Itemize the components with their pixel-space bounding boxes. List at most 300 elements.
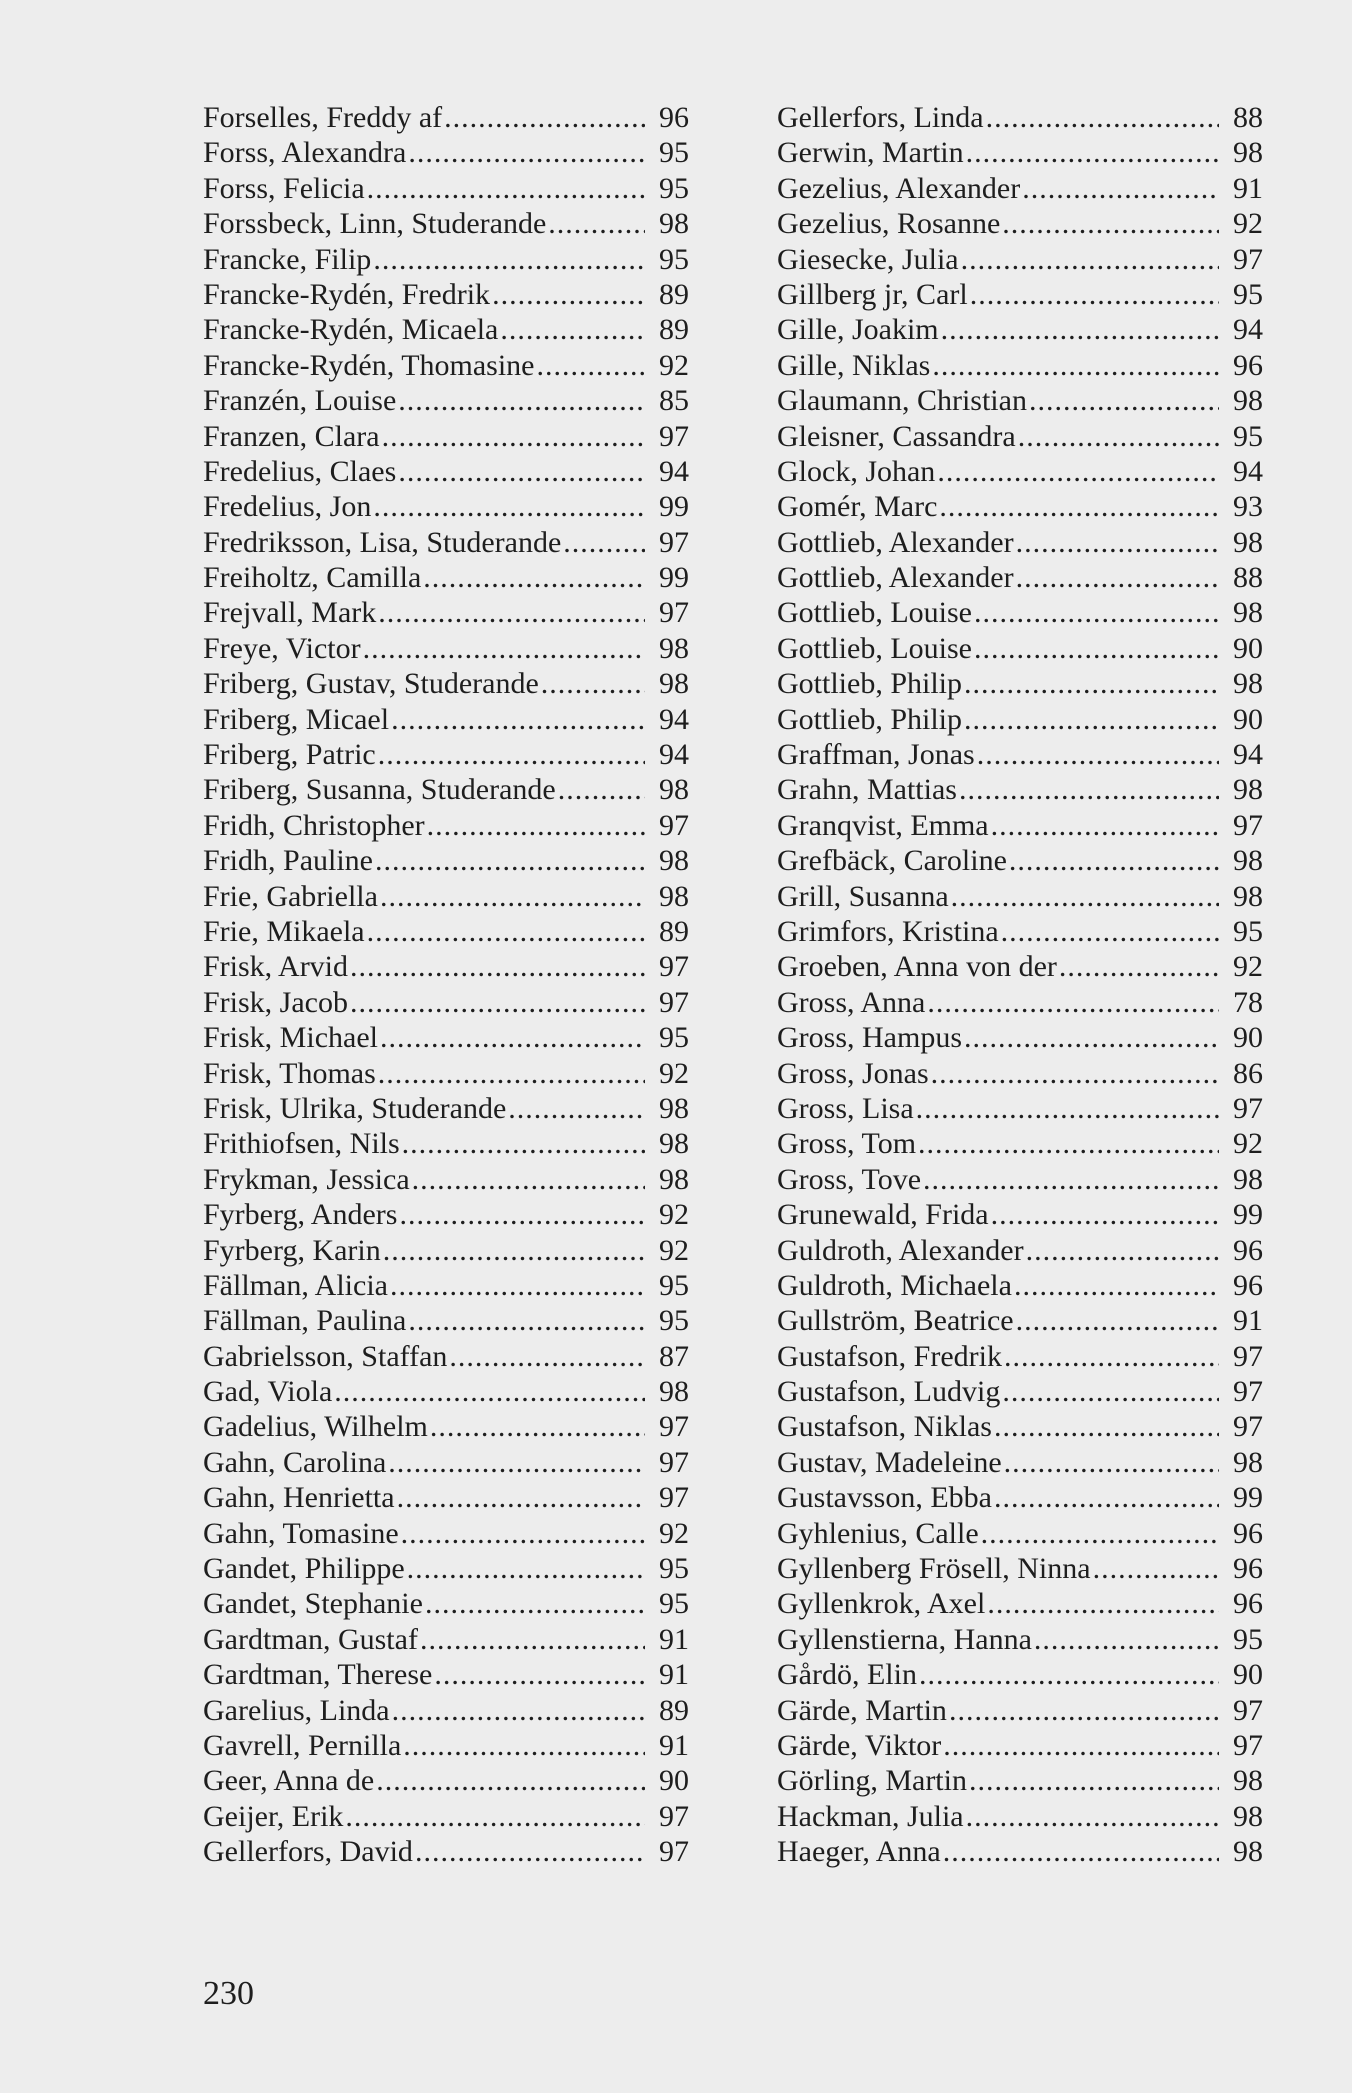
- dot-leader: [931, 1056, 1219, 1091]
- index-entry: [777, 1303, 1263, 1338]
- dot-leader: [373, 489, 645, 524]
- entry-page-number: 89: [659, 313, 689, 347]
- index-entry: [777, 525, 1263, 560]
- entry-name: Gärde, Martin: [777, 1693, 947, 1727]
- entry-name: Frisk, Ulrika, Studerande: [203, 1091, 507, 1125]
- dot-leader: [415, 1834, 645, 1869]
- dot-leader: [1029, 383, 1219, 418]
- entry-page-number: 94: [1233, 738, 1263, 772]
- dot-leader: [391, 702, 645, 737]
- entry-name: Glock, Johan: [777, 454, 936, 488]
- page-number: 230: [203, 1975, 254, 2012]
- entry-name: Guldroth, Alexander: [777, 1233, 1024, 1267]
- dot-leader: [966, 135, 1219, 170]
- entry-page-number: 98: [659, 1162, 689, 1196]
- entry-name: Glaumann, Christian: [777, 384, 1027, 418]
- entry-name: Forselles, Freddy af: [203, 101, 443, 134]
- entry-page-number: 98: [659, 1091, 689, 1125]
- entry-name: Gottlieb, Alexander: [777, 525, 1014, 559]
- index-entry: [203, 135, 689, 170]
- index-entry: [777, 843, 1263, 878]
- entry-name: Garelius, Linda: [203, 1693, 390, 1727]
- index-entry: [203, 772, 689, 807]
- index-entry: [777, 1056, 1263, 1091]
- index-entry: [203, 171, 689, 206]
- entry-page-number: 98: [1233, 773, 1263, 807]
- index-entry: [777, 737, 1263, 772]
- dot-leader: [380, 879, 645, 914]
- index-entry: [203, 985, 689, 1020]
- entry-page-number: 91: [659, 1728, 689, 1762]
- index-entry: [203, 1162, 689, 1197]
- dot-leader: [1016, 1303, 1219, 1338]
- entry-page-number: 99: [659, 561, 689, 595]
- entry-page-number: 98: [1233, 1764, 1263, 1798]
- dot-leader: [964, 666, 1219, 701]
- index-entry: [777, 489, 1263, 524]
- entry-page-number: 87: [659, 1339, 689, 1373]
- entry-page-number: 98: [1233, 1835, 1263, 1869]
- index-entry: [777, 1480, 1263, 1515]
- entry-page-number: 88: [1233, 101, 1263, 134]
- dot-leader: [927, 985, 1219, 1020]
- entry-page-number: 98: [1233, 879, 1263, 913]
- entry-name: Fredelius, Claes: [203, 454, 397, 488]
- entry-name: Gomér, Marc: [777, 490, 938, 524]
- entry-page-number: 97: [659, 950, 689, 984]
- entry-name: Frisk, Arvid: [203, 950, 349, 984]
- dot-leader: [932, 348, 1219, 383]
- entry-page-number: 96: [1233, 1516, 1263, 1550]
- entry-page-number: 94: [659, 702, 689, 736]
- entry-page-number: 97: [1233, 1091, 1263, 1125]
- entry-page-number: 86: [1233, 1056, 1263, 1090]
- entry-page-number: 93: [1233, 490, 1263, 524]
- dot-leader: [378, 1056, 645, 1091]
- dot-leader: [407, 1551, 645, 1586]
- entry-name: Gottlieb, Alexander: [777, 561, 1014, 595]
- entry-page-number: 98: [659, 667, 689, 701]
- entry-name: Fyrberg, Karin: [203, 1233, 381, 1267]
- index-entry: [777, 454, 1263, 489]
- entry-name: Gahn, Henrietta: [203, 1481, 395, 1515]
- entry-page-number: 98: [659, 1127, 689, 1161]
- dot-leader: [943, 1834, 1219, 1869]
- index-entry: [203, 1020, 689, 1055]
- dot-leader: [918, 1126, 1219, 1161]
- dot-leader: [994, 1409, 1219, 1444]
- dot-leader: [974, 631, 1219, 666]
- index-entry: [777, 1339, 1263, 1374]
- entry-page-number: 95: [659, 1268, 689, 1302]
- entry-page-number: 96: [1233, 1587, 1263, 1621]
- dot-leader: [380, 1020, 645, 1055]
- dot-leader: [402, 1126, 645, 1161]
- index-entry: [777, 419, 1263, 454]
- entry-page-number: 92: [1233, 950, 1263, 984]
- dot-leader: [420, 1622, 645, 1657]
- entry-name: Gandet, Stephanie: [203, 1587, 423, 1621]
- entry-page-number: 98: [1233, 1799, 1263, 1833]
- entry-name: Frejvall, Mark: [203, 596, 377, 630]
- index-entry: [777, 1197, 1263, 1232]
- index-entry: [777, 1233, 1263, 1268]
- dot-leader: [964, 702, 1219, 737]
- index-entry: [203, 206, 689, 241]
- index-entry: [203, 879, 689, 914]
- dot-leader: [1026, 1233, 1219, 1268]
- entry-page-number: 97: [659, 1410, 689, 1444]
- entry-page-number: 94: [659, 454, 689, 488]
- entry-name: Gårdö, Elin: [777, 1658, 917, 1692]
- index-entry: [777, 312, 1263, 347]
- entry-name: Gezelius, Rosanne: [777, 207, 1001, 241]
- index-entry: [777, 808, 1263, 843]
- dot-leader: [425, 1586, 645, 1621]
- entry-page-number: 92: [659, 1516, 689, 1550]
- dot-leader: [1014, 1268, 1219, 1303]
- entry-name: Gross, Jonas: [777, 1056, 929, 1090]
- entry-page-number: 98: [1233, 384, 1263, 418]
- dot-leader: [398, 383, 645, 418]
- entry-page-number: 95: [659, 1552, 689, 1586]
- index-entry: [203, 1409, 689, 1444]
- dot-leader: [919, 1657, 1219, 1692]
- dot-leader: [1022, 171, 1219, 206]
- entry-name: Groeben, Anna von der: [777, 950, 1057, 984]
- index-entry: [203, 419, 689, 454]
- entry-page-number: 98: [659, 773, 689, 807]
- entry-name: Gyllenstierna, Hanna: [777, 1622, 1032, 1656]
- entry-page-number: 92: [1233, 207, 1263, 241]
- dot-leader: [373, 242, 645, 277]
- index-entry: [777, 1516, 1263, 1551]
- index-entry: [777, 1551, 1263, 1586]
- entry-page-number: 95: [659, 1021, 689, 1055]
- index-entry: [777, 595, 1263, 630]
- entry-page-number: 92: [659, 1233, 689, 1267]
- index-entry: [203, 1799, 689, 1834]
- entry-name: Forssbeck, Linn, Studerande: [203, 207, 547, 241]
- index-entry: [203, 1126, 689, 1161]
- index-entry: [203, 1480, 689, 1515]
- entry-name: Gross, Tove: [777, 1162, 922, 1196]
- dot-leader: [492, 277, 645, 312]
- index-entry: [777, 1374, 1263, 1409]
- entry-page-number: 99: [1233, 1481, 1263, 1515]
- dot-leader: [1016, 560, 1219, 595]
- entry-page-number: 91: [659, 1622, 689, 1656]
- dot-leader: [959, 772, 1219, 807]
- entry-page-number: 96: [1233, 1268, 1263, 1302]
- index-entry: [203, 1197, 689, 1232]
- index-entry: [777, 100, 1263, 135]
- entry-name: Gille, Joakim: [777, 313, 939, 347]
- entry-name: Francke-Rydén, Fredrik: [203, 277, 491, 311]
- dot-leader: [558, 772, 645, 807]
- entry-name: Gross, Anna: [777, 985, 926, 1019]
- entry-name: Gross, Lisa: [777, 1091, 914, 1125]
- index-entry: [203, 383, 689, 418]
- entry-page-number: 98: [659, 207, 689, 241]
- dot-leader: [916, 1091, 1219, 1126]
- entry-name: Friberg, Patric: [203, 738, 376, 772]
- index-entry: [203, 1303, 689, 1338]
- entry-page-number: 97: [1233, 1410, 1263, 1444]
- index-entry: [203, 1693, 689, 1728]
- entry-name: Gustavsson, Ebba: [777, 1481, 992, 1515]
- dot-leader: [397, 1480, 645, 1515]
- index-entry: [777, 242, 1263, 277]
- entry-name: Friberg, Susanna, Studerande: [203, 773, 556, 807]
- index-entry: [777, 1162, 1263, 1197]
- entry-name: Frie, Mikaela: [203, 914, 365, 948]
- entry-page-number: 97: [659, 1799, 689, 1833]
- index-entry: [777, 277, 1263, 312]
- entry-name: Gottlieb, Louise: [777, 631, 972, 665]
- entry-page-number: 90: [1233, 631, 1263, 665]
- index-entry: [777, 1445, 1263, 1480]
- entry-page-number: 99: [1233, 1198, 1263, 1232]
- entry-name: Gahn, Carolina: [203, 1445, 387, 1479]
- entry-page-number: 97: [1233, 1375, 1263, 1409]
- dot-leader: [1004, 1339, 1219, 1374]
- dot-leader: [508, 1091, 645, 1126]
- entry-page-number: 90: [1233, 702, 1263, 736]
- index-entry: [203, 843, 689, 878]
- dot-leader: [1004, 1445, 1219, 1480]
- entry-name: Gerwin, Martin: [777, 136, 964, 170]
- entry-page-number: 96: [659, 101, 689, 134]
- entry-page-number: 97: [659, 1445, 689, 1479]
- entry-page-number: 95: [1233, 277, 1263, 311]
- index-entry: [203, 808, 689, 843]
- entry-name: Grimfors, Kristina: [777, 914, 999, 948]
- entry-name: Hackman, Julia: [777, 1799, 964, 1833]
- entry-page-number: 97: [659, 1481, 689, 1515]
- index-entry: [203, 100, 689, 135]
- index-entry: [777, 772, 1263, 807]
- entry-page-number: 89: [659, 1693, 689, 1727]
- index-entry: [203, 1657, 689, 1692]
- entry-page-number: 98: [1233, 1445, 1263, 1479]
- entry-name: Gottlieb, Philip: [777, 702, 963, 736]
- index-entry: [203, 1763, 689, 1798]
- index-entry: [777, 1268, 1263, 1303]
- dot-leader: [1093, 1551, 1219, 1586]
- entry-name: Frisk, Jacob: [203, 985, 348, 1019]
- entry-page-number: 90: [1233, 1658, 1263, 1692]
- entry-page-number: 97: [1233, 1339, 1263, 1373]
- entry-page-number: 94: [1233, 454, 1263, 488]
- index-entry: [203, 1268, 689, 1303]
- entry-name: Gyllenkrok, Axel: [777, 1587, 986, 1621]
- entry-name: Fällman, Paulina: [203, 1304, 407, 1338]
- entry-name: Gezelius, Alexander: [777, 171, 1021, 205]
- entry-page-number: 97: [1233, 808, 1263, 842]
- index-entry: [777, 1728, 1263, 1763]
- dot-leader: [367, 914, 645, 949]
- entry-name: Grill, Susanna: [777, 879, 949, 913]
- entry-name: Graffman, Jonas: [777, 738, 975, 772]
- index-entry: [203, 1056, 689, 1091]
- index-entry: [777, 949, 1263, 984]
- entry-name: Haeger, Anna: [777, 1835, 941, 1869]
- dot-leader: [1016, 525, 1219, 560]
- entry-name: Gellerfors, David: [203, 1835, 413, 1869]
- index-entry: [777, 1799, 1263, 1834]
- index-entry: [777, 135, 1263, 170]
- entry-name: Granqvist, Emma: [777, 808, 989, 842]
- dot-leader: [941, 312, 1219, 347]
- index-entry: [777, 1834, 1263, 1869]
- entry-page-number: 94: [659, 738, 689, 772]
- entry-name: Geijer, Erik: [203, 1799, 344, 1833]
- entry-page-number: 98: [659, 631, 689, 665]
- entry-page-number: 97: [659, 419, 689, 453]
- entry-page-number: 91: [1233, 1304, 1263, 1338]
- dot-leader: [986, 100, 1219, 135]
- entry-page-number: 95: [659, 171, 689, 205]
- index-entry: [203, 1586, 689, 1621]
- index-entry: [777, 914, 1263, 949]
- index-entry: [203, 1233, 689, 1268]
- index-entry: [203, 914, 689, 949]
- entry-page-number: 95: [659, 1304, 689, 1338]
- entry-name: Fällman, Alicia: [203, 1268, 388, 1302]
- index-entry: [203, 1728, 689, 1763]
- dot-leader: [1002, 1374, 1219, 1409]
- entry-name: Frisk, Thomas: [203, 1056, 376, 1090]
- entry-page-number: 98: [1233, 596, 1263, 630]
- entry-name: Gottlieb, Louise: [777, 596, 972, 630]
- dot-leader: [987, 1586, 1219, 1621]
- dot-leader: [350, 985, 645, 1020]
- entry-page-number: 92: [659, 348, 689, 382]
- dot-leader: [392, 1693, 645, 1728]
- entry-name: Gustafson, Niklas: [777, 1410, 992, 1444]
- dot-leader: [382, 419, 645, 454]
- dot-leader: [943, 1728, 1219, 1763]
- dot-leader: [430, 1409, 645, 1444]
- entry-name: Görling, Martin: [777, 1764, 967, 1798]
- dot-leader: [401, 1516, 645, 1551]
- dot-leader: [970, 277, 1219, 312]
- entry-name: Giesecke, Julia: [777, 242, 959, 276]
- index-entry: [203, 1445, 689, 1480]
- entry-name: Gavrell, Pernilla: [203, 1728, 402, 1762]
- index-entry: [203, 631, 689, 666]
- entry-page-number: 89: [659, 277, 689, 311]
- entry-name: Gardtman, Gustaf: [203, 1622, 418, 1656]
- index-entry: [777, 1693, 1263, 1728]
- index-entry: [203, 666, 689, 701]
- index-entry: [777, 666, 1263, 701]
- dot-leader: [977, 737, 1219, 772]
- entry-name: Gross, Hampus: [777, 1021, 962, 1055]
- dot-leader: [378, 595, 645, 630]
- entry-page-number: 95: [1233, 419, 1263, 453]
- dot-leader: [367, 171, 645, 206]
- dot-leader: [949, 1693, 1219, 1728]
- entry-page-number: 95: [1233, 1622, 1263, 1656]
- entry-name: Gottlieb, Philip: [777, 667, 963, 701]
- dot-leader: [398, 454, 645, 489]
- index-column-left: [203, 100, 689, 1870]
- entry-page-number: 98: [659, 1375, 689, 1409]
- entry-page-number: 91: [1233, 171, 1263, 205]
- entry-page-number: 98: [1233, 136, 1263, 170]
- entry-name: Guldroth, Michaela: [777, 1268, 1012, 1302]
- entry-name: Grefbäck, Caroline: [777, 844, 1007, 878]
- entry-page-number: 97: [659, 808, 689, 842]
- entry-page-number: 98: [1233, 1162, 1263, 1196]
- entry-page-number: 98: [1233, 844, 1263, 878]
- dot-leader: [399, 1197, 645, 1232]
- entry-page-number: 92: [659, 1198, 689, 1232]
- dot-leader: [994, 1480, 1219, 1515]
- index-entry: [777, 1409, 1263, 1444]
- entry-page-number: 95: [659, 242, 689, 276]
- index-entry: [777, 206, 1263, 241]
- entry-page-number: 98: [659, 844, 689, 878]
- entry-name: Gullström, Beatrice: [777, 1304, 1014, 1338]
- index-entry: [777, 879, 1263, 914]
- index-entry: [777, 171, 1263, 206]
- dot-leader: [1059, 949, 1219, 984]
- dot-leader: [981, 1516, 1219, 1551]
- index-entry: [777, 1657, 1263, 1692]
- entry-name: Gille, Niklas: [777, 348, 931, 382]
- dot-leader: [403, 1728, 645, 1763]
- index-entry: [777, 1763, 1263, 1798]
- entry-name: Grahn, Mattias: [777, 773, 957, 807]
- entry-page-number: 90: [1233, 1021, 1263, 1055]
- dot-leader: [334, 1374, 645, 1409]
- entry-page-number: 96: [1233, 1552, 1263, 1586]
- entry-name: Friberg, Gustav, Studerande: [203, 667, 539, 701]
- index-entry: [203, 702, 689, 737]
- entry-name: Gyllenberg Frösell, Ninna: [777, 1552, 1091, 1586]
- entry-name: Freye, Victor: [203, 631, 361, 665]
- entry-page-number: 96: [1233, 1233, 1263, 1267]
- entry-page-number: 85: [659, 384, 689, 418]
- index-entry: [203, 242, 689, 277]
- dot-leader: [923, 1162, 1219, 1197]
- index-entry: [777, 631, 1263, 666]
- entry-name: Fridh, Pauline: [203, 844, 373, 878]
- index-entry: [203, 1091, 689, 1126]
- entry-name: Gellerfors, Linda: [777, 101, 984, 134]
- entry-name: Gustafson, Ludvig: [777, 1375, 1001, 1409]
- index-entry: [203, 1834, 689, 1869]
- dot-leader: [964, 1020, 1219, 1055]
- entry-page-number: 90: [659, 1764, 689, 1798]
- entry-name: Gadelius, Wilhelm: [203, 1410, 428, 1444]
- index-entry: [203, 525, 689, 560]
- entry-name: Gad, Viola: [203, 1375, 333, 1409]
- index-entry: [203, 312, 689, 347]
- index-entry: [203, 277, 689, 312]
- dot-leader: [375, 843, 645, 878]
- index-entry: [777, 560, 1263, 595]
- dot-leader: [423, 560, 645, 595]
- dot-leader: [449, 1339, 645, 1374]
- index-entry: [203, 348, 689, 383]
- entry-page-number: 97: [659, 1835, 689, 1869]
- dot-leader: [969, 1763, 1219, 1798]
- entry-page-number: 98: [1233, 525, 1263, 559]
